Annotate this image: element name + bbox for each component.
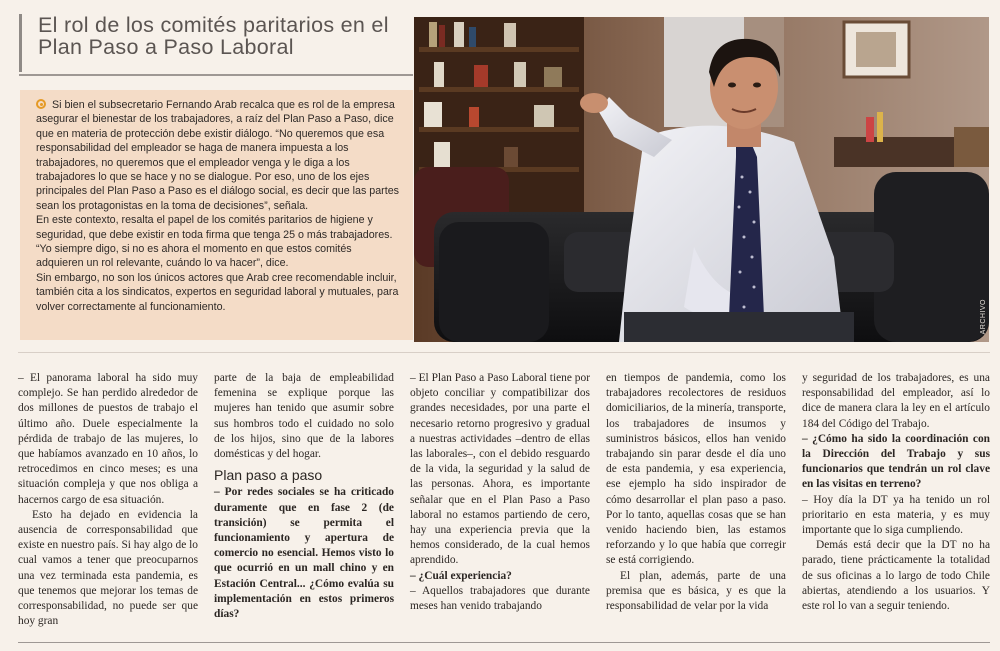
body-paragraph: en tiempos de pandemia, como los trabajadores recolectores de residuos domiciliarios, de la minería, transporte, los trabajadores de insumos y suministros básicos, ellos han venido trabajando sin parar desde el día uno de esta pandemia, y esa experiencia, ese ejemplo ha sido inspirador de cómo desarrollar el plan paso a paso. Por lo tanto, aquellas cosas que se han venido haciendo bien, las estamos reforzando y lo que había que corregir se está corrigiendo. (606, 372, 786, 567)
photo-credit: ARCHIVO (980, 298, 987, 334)
column-5 (802, 371, 990, 639)
interview-question: – Por redes sociales se ha criticado duramente que en fase 2 (de transición) se permita el funcionamiento y apertura de comercio no esencial. Hemos visto lo que ocurrió en un mall chino y en Estación Central... ¿Cómo evalúa su implementación en estos primeros días? (214, 486, 394, 621)
headline-block (19, 14, 411, 72)
body-paragraph: parte de la baja de empleabilidad femenina se explique porque las mujeres han tenido que asumir sobre sus hombros todo el cuidado no solo de los hijos, sino que de la labores domésticas y del hogar. (214, 372, 394, 461)
lead-paragraph: Si bien el subsecretario Fernando Arab recalca que es rol de la empresa asegurar el bienestar de los trabajadores, a raíz del Plan Paso a Paso, dice que en materia de protección debe existir diálogo. “No queremos que esa responsabilidad del empleador se haga de manera impuesta a los trabajadores, no queremos que el empleador venga y le diga a los trabajadores lo que se hace y no se dialogue. Por eso, uno de los ejes principales del Plan Paso a Paso es el diálogo social, es decir que las partes sean los protagonistas en la toma de decisiones”, señala. En este contexto, resalta el papel de los comités paritarios de higiene y seguridad, que debe existir en toda firma que tenga 25 o más trabajadores. “Yo siempre digo, si no es ahora el momento en que estos comités adquieren un rol relevante, cuándo lo va hacer”, dice. Sin embargo, no son los únicos actores que Arab cree recomendable incluir, también cita a los sindicatos, expertos en seguridad laboral y mutuales, para volver correctamente al funcionamiento. (36, 99, 399, 313)
body-paragraph: y seguridad de los trabajadores, es una responsabilidad del empleador, así lo dice de manera clara la ley en el artículo 184 del Código del Trabajo. (802, 372, 990, 430)
photo-illustration (414, 17, 989, 342)
body-paragraph: – Aquellos trabajadores que durante meses han venido trabajando (410, 584, 590, 613)
body-paragraph: – El panorama laboral ha sido muy complejo. Se han perdido alrededor de dos millones de puestos de trabajo el último año. Duele especialmente la pérdida de trabajo de las mujeres, lo que habíamos avanzado en 10 años, lo retrocedimos en cinco meses; es una situación compleja y que nos obliga a hacernos cargo de esa situación. (18, 372, 198, 506)
lead-box (20, 90, 413, 340)
body-paragraph: Demás está decir que la DT no ha parado, tiene prácticamente la totalidad de sus oficinas a lo largo de todo Chile abiertas, atendiendo a los usuarios. Y este rol lo van a seguir teniendo. (802, 539, 990, 613)
column-3 (410, 371, 590, 639)
article-photo (414, 17, 989, 342)
body-paragraph: Esto ha dejado en evidencia la ausencia de corresponsabilidad que existe en nuestro país. Si hay algo de lo cual vamos a tener que preocuparnos una vez terminada esta pandemia, es que tenemos que mejorar los temas de corresponsabilidad, no puede ser que hoy gran (18, 508, 198, 628)
body-paragraph: – Hoy día la DT ya ha tenido un rol prioritario en esta materia, y es muy importante que lo siga cumpliendo. (802, 493, 990, 537)
bottom-divider (18, 642, 990, 643)
column-1 (18, 371, 198, 639)
headline-divider (19, 74, 413, 76)
body-paragraph: El plan, además, parte de una premisa que es básica, y es que la responsabilidad de velar por la vida (606, 569, 786, 613)
interview-question: – ¿Cómo ha sido la coordinación con la Dirección del Trabajo y sus funcionarios que tendrán un rol clave en las visitas en terreno? (802, 432, 990, 491)
body-paragraph: – El Plan Paso a Paso Laboral tiene por objeto conciliar y compatibilizar dos grandes necesidades, por una parte el necesario retorno progresivo y gradual a nuestras actividades –dentro de ellas las laborales–, con el debido resguardo de la vida, la seguridad y la salud de las personas. Ahora, es importante señalar que en el Plan Paso a Paso laboral no estamos partiendo de cero, hay una experiencia previa que la hemos considerado, de la cual hemos aprendido. (410, 372, 590, 567)
bullet-icon (36, 99, 46, 109)
subheading: Plan paso a paso (214, 467, 323, 484)
article-body (18, 371, 990, 639)
column-2 (214, 371, 394, 639)
interview-question: – ¿Cuál experiencia? (410, 569, 512, 582)
column-4 (606, 371, 786, 639)
lead-text (36, 98, 399, 314)
columns-top-divider (18, 352, 990, 353)
article-headline: El rol de los comités paritarios en el Plan Paso a Paso Laboral (38, 13, 389, 59)
